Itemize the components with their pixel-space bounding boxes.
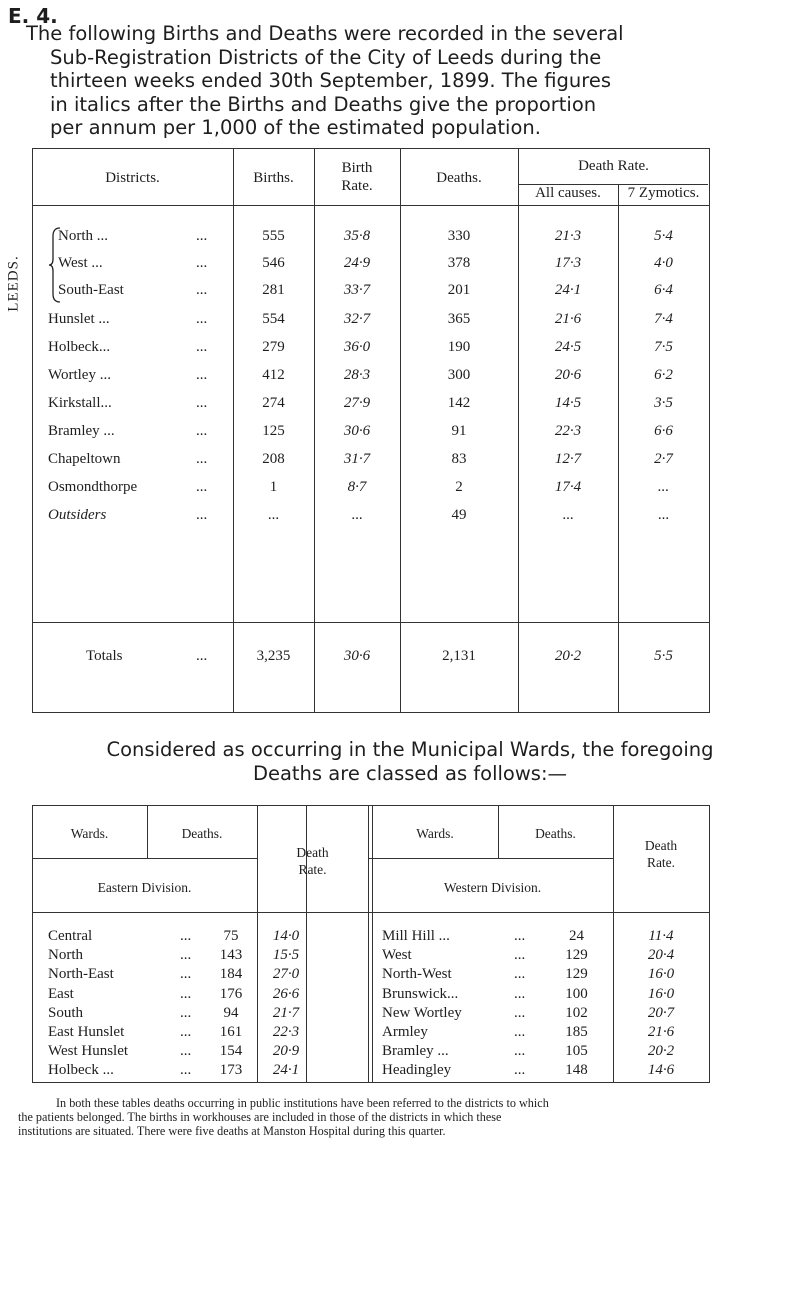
header-all-causes: All causes. xyxy=(535,185,601,201)
row-dots: ... xyxy=(196,395,208,411)
district-name: West ... xyxy=(58,255,103,271)
intro-line: The following Births and Deaths were recorded in the several xyxy=(26,22,624,45)
footnote-line: In both these tables deaths occurring in public institutions have been referred to the districts to which xyxy=(56,1096,549,1110)
ward-deaths: 100 xyxy=(565,985,588,1002)
birth-rate-value: 35·8 xyxy=(343,228,371,244)
table2-col-rule xyxy=(368,805,369,1082)
row-dots: ... xyxy=(196,507,208,523)
row-dots: ... xyxy=(514,1062,526,1079)
all-causes-value: 24·5 xyxy=(554,339,582,355)
all-causes-value: 17·3 xyxy=(554,255,582,271)
ward-rate: 11·4 xyxy=(648,928,674,944)
ward-rate: 26·6 xyxy=(272,985,300,1002)
ward-name: Bramley ... xyxy=(382,1043,449,1060)
ward-name: South xyxy=(48,1004,84,1021)
table2-right-border xyxy=(709,805,710,1082)
ward-rate: 20·4 xyxy=(647,947,675,964)
table2-bottom-rule xyxy=(32,1082,710,1083)
ward-name: East Hunslet xyxy=(48,1024,125,1040)
row-dots: ... xyxy=(180,985,192,1002)
row-dots: ... xyxy=(514,966,526,983)
zymotics-value: 6·2 xyxy=(654,367,673,383)
row-dots: ... xyxy=(180,966,192,983)
ward-deaths: 105 xyxy=(565,1043,588,1060)
row-dots: ... xyxy=(196,648,208,664)
ward-deaths: 102 xyxy=(565,1004,588,1021)
ward-rate: 21·7 xyxy=(272,1004,300,1021)
intro-line: in italics after the Births and Deaths give the proportion xyxy=(50,92,597,116)
total-deaths: 2,131 xyxy=(442,648,476,664)
zymotics-value: 7·5 xyxy=(654,339,673,355)
row-dots: ... xyxy=(514,1004,526,1021)
ward-name: New Wortley xyxy=(382,1004,462,1021)
header-western-division: Western Division. xyxy=(443,880,542,895)
total-all-causes: 20·2 xyxy=(554,648,582,664)
ward-name: Brunswick... xyxy=(382,985,459,1002)
row-dots: ... xyxy=(514,985,526,1002)
subheading-line: Considered as occurring in the Municipal Wards, the foregoing xyxy=(106,738,714,761)
births-value: 412 xyxy=(262,367,285,383)
header-birth-rate: Birth xyxy=(341,160,373,176)
leeds-group-label: LEEDS. xyxy=(5,255,22,312)
ward-rate: 16·0 xyxy=(647,966,675,983)
row-dots: ... xyxy=(180,1062,192,1079)
header-death-rate: Rate. xyxy=(646,855,676,870)
ward-rate: 14·6 xyxy=(647,1062,675,1079)
all-causes-value: ... xyxy=(562,507,574,523)
ward-deaths: 173 xyxy=(219,1062,243,1079)
ward-name: Central xyxy=(48,928,93,944)
deaths-value: 190 xyxy=(447,339,471,355)
table2-mid-rule-right xyxy=(368,858,613,859)
ward-rate: 20·9 xyxy=(272,1043,300,1060)
ward-deaths: 94 xyxy=(223,1004,239,1021)
ward-name: North-East xyxy=(48,966,114,983)
ward-name: Headingley xyxy=(382,1062,452,1079)
deaths-value: 330 xyxy=(447,228,471,244)
zymotics-value: 6·4 xyxy=(654,282,673,298)
all-causes-value: 21·3 xyxy=(554,228,582,244)
row-dots: ... xyxy=(180,1024,192,1040)
birth-rate-value: 31·7 xyxy=(343,451,371,467)
all-causes-value: 17·4 xyxy=(554,479,582,495)
ward-rate: 21·6 xyxy=(647,1024,675,1040)
birth-rate-value: 28·3 xyxy=(343,367,371,383)
row-dots: ... xyxy=(196,282,208,298)
deaths-value: 201 xyxy=(447,282,471,298)
ward-rate: 20·2 xyxy=(647,1043,675,1060)
ward-rate: 27·0 xyxy=(272,966,300,983)
all-causes-value: 14·5 xyxy=(554,395,582,411)
ward-name: North xyxy=(48,947,83,964)
deaths-value: 49 xyxy=(451,507,467,523)
birth-rate-value: 27·9 xyxy=(343,395,371,411)
row-dots: ... xyxy=(180,1004,192,1021)
ward-deaths: 176 xyxy=(219,985,243,1002)
district-name: Wortley ... xyxy=(48,367,111,383)
total-zymotics: 5·5 xyxy=(654,648,673,664)
births-value: 274 xyxy=(262,395,285,411)
header-births: Births. xyxy=(253,170,294,186)
deaths-value: 83 xyxy=(451,451,467,467)
footnote-line: the patients belonged. The births in workhouses are included in those of the districts in which these xyxy=(18,1109,502,1124)
ward-rate: 22·3 xyxy=(272,1024,300,1040)
district-name: Outsiders xyxy=(48,507,107,523)
ward-deaths: 184 xyxy=(219,966,243,983)
ward-name: East xyxy=(48,985,74,1002)
births-value: 208 xyxy=(262,451,285,467)
zymotics-value: 7·4 xyxy=(654,311,673,327)
zymotics-value: 5·4 xyxy=(654,228,673,244)
deaths-value: 2 xyxy=(455,479,463,495)
district-name: South-East xyxy=(58,282,124,298)
ward-deaths: 143 xyxy=(219,947,243,964)
ward-name: Armley xyxy=(382,1024,428,1040)
table2-mid-rule-left xyxy=(32,858,257,859)
birth-rate-value: 32·7 xyxy=(343,311,371,327)
births-value: 555 xyxy=(262,228,285,244)
ward-deaths: 129 xyxy=(565,966,588,983)
row-dots: ... xyxy=(514,928,526,944)
ward-deaths: 24 xyxy=(569,928,584,944)
row-dots: ... xyxy=(196,423,208,439)
row-dots: ... xyxy=(196,451,208,467)
births-value: ... xyxy=(267,507,280,523)
all-causes-value: 20·6 xyxy=(554,367,582,383)
ward-name: Holbeck ... xyxy=(48,1062,114,1079)
district-name: Kirkstall... xyxy=(48,395,112,411)
all-causes-value: 22·3 xyxy=(554,423,582,439)
births-value: 554 xyxy=(262,311,285,327)
deaths-value: 300 xyxy=(447,367,471,383)
header-deaths: Deaths. xyxy=(181,826,223,841)
total-births: 3,235 xyxy=(256,648,291,664)
all-causes-value: 24·1 xyxy=(554,282,582,298)
birth-rate-value: 33·7 xyxy=(343,282,371,298)
district-name: Osmondthorpe xyxy=(48,479,138,495)
header-zymotics: 7 Zymotics. xyxy=(627,185,700,201)
row-dots: ... xyxy=(196,479,208,495)
row-dots: ... xyxy=(514,1024,526,1040)
ward-name: West xyxy=(382,947,412,964)
row-dots: ... xyxy=(196,228,208,244)
birth-rate-value: 24·9 xyxy=(343,255,371,271)
zymotics-value: 3·5 xyxy=(654,395,673,411)
header-deaths: Deaths. xyxy=(436,170,482,186)
ward-rate: 24·1 xyxy=(272,1062,300,1079)
subheading-line: Deaths are classed as follows:— xyxy=(252,761,568,785)
table2-header-rule xyxy=(32,912,710,913)
table2-top-rule xyxy=(32,805,710,806)
page-label: E. 4. xyxy=(8,4,58,28)
ward-rate: 16·0 xyxy=(647,985,675,1002)
header-eastern-division: Eastern Division. xyxy=(97,880,192,895)
birth-rate-value: 8·7 xyxy=(347,479,367,495)
zymotics-value: ... xyxy=(657,479,670,495)
row-dots: ... xyxy=(180,947,192,964)
row-dots: ... xyxy=(180,1043,192,1060)
header-districts: Districts. xyxy=(105,170,160,186)
deaths-value: 378 xyxy=(447,255,471,271)
row-dots: ... xyxy=(180,928,192,944)
intro-line: Sub-Registration Districts of the City of Leeds during the xyxy=(50,45,602,69)
header-deaths: Deaths. xyxy=(535,826,576,841)
zymotics-value: ... xyxy=(657,507,670,523)
district-name: North ... xyxy=(58,228,108,244)
births-value: 279 xyxy=(262,339,285,355)
zymotics-value: 4·0 xyxy=(654,255,673,271)
intro-line: per annum per 1,000 of the estimated population. xyxy=(50,116,541,139)
row-dots: ... xyxy=(196,339,208,355)
district-name: Holbeck... xyxy=(48,339,111,355)
births-value: 546 xyxy=(262,255,285,271)
totals-label: Totals xyxy=(86,648,123,664)
header-wards: Wards. xyxy=(70,826,109,841)
ward-name: West Hunslet xyxy=(48,1043,129,1060)
table2-left-border xyxy=(32,805,33,1082)
header-death-rate: Death xyxy=(296,845,329,860)
ward-name: North-West xyxy=(382,966,452,983)
births-value: 281 xyxy=(262,282,285,298)
district-name: Bramley ... xyxy=(48,423,115,439)
ward-deaths: 148 xyxy=(565,1062,588,1079)
ward-deaths: 154 xyxy=(219,1043,243,1060)
district-name: Hunslet ... xyxy=(48,311,110,327)
table2-col-rule xyxy=(372,805,373,1082)
ward-rate: 14·0 xyxy=(272,928,300,944)
all-causes-value: 12·7 xyxy=(554,451,582,467)
header-death-rate: Rate. xyxy=(298,862,327,877)
births-value: 1 xyxy=(269,479,278,495)
ward-rate: 15·5 xyxy=(272,947,300,964)
ward-deaths: 161 xyxy=(219,1024,243,1040)
birth-rate-value: 30·6 xyxy=(343,423,371,439)
zymotics-value: 2·7 xyxy=(654,451,673,467)
birth-rate-value: ... xyxy=(351,507,363,523)
zymotics-value: 6·6 xyxy=(654,423,673,439)
row-dots: ... xyxy=(514,1043,526,1060)
intro-line: thirteen weeks ended 30th September, 1899. The figures xyxy=(50,69,611,92)
ward-deaths: 129 xyxy=(565,947,588,964)
row-dots: ... xyxy=(196,367,208,383)
footnote xyxy=(18,1097,798,1138)
ward-rate: 20·7 xyxy=(647,1004,675,1021)
row-dots: ... xyxy=(196,311,208,327)
birth-rate-value: 36·0 xyxy=(343,339,371,355)
deaths-value: 142 xyxy=(447,395,471,411)
footnote-line: institutions are situated. There were five deaths at Manston Hospital during this quarter. xyxy=(18,1123,446,1138)
ward-deaths: 75 xyxy=(223,928,239,944)
total-birth-rate: 30·6 xyxy=(343,648,371,664)
all-causes-value: 21·6 xyxy=(554,311,582,327)
deaths-value: 91 xyxy=(451,423,467,439)
header-death-rate: Death Rate. xyxy=(578,158,649,174)
header-birth-rate: Rate. xyxy=(341,178,373,194)
births-value: 125 xyxy=(262,423,285,439)
header-wards: Wards. xyxy=(416,826,454,841)
ward-deaths: 185 xyxy=(565,1024,588,1040)
row-dots: ... xyxy=(196,255,208,271)
header-death-rate: Death xyxy=(644,838,678,853)
ward-name: Mill Hill ... xyxy=(382,928,450,944)
deaths-value: 365 xyxy=(447,311,471,327)
district-name: Chapeltown xyxy=(48,451,121,467)
row-dots: ... xyxy=(514,947,526,964)
